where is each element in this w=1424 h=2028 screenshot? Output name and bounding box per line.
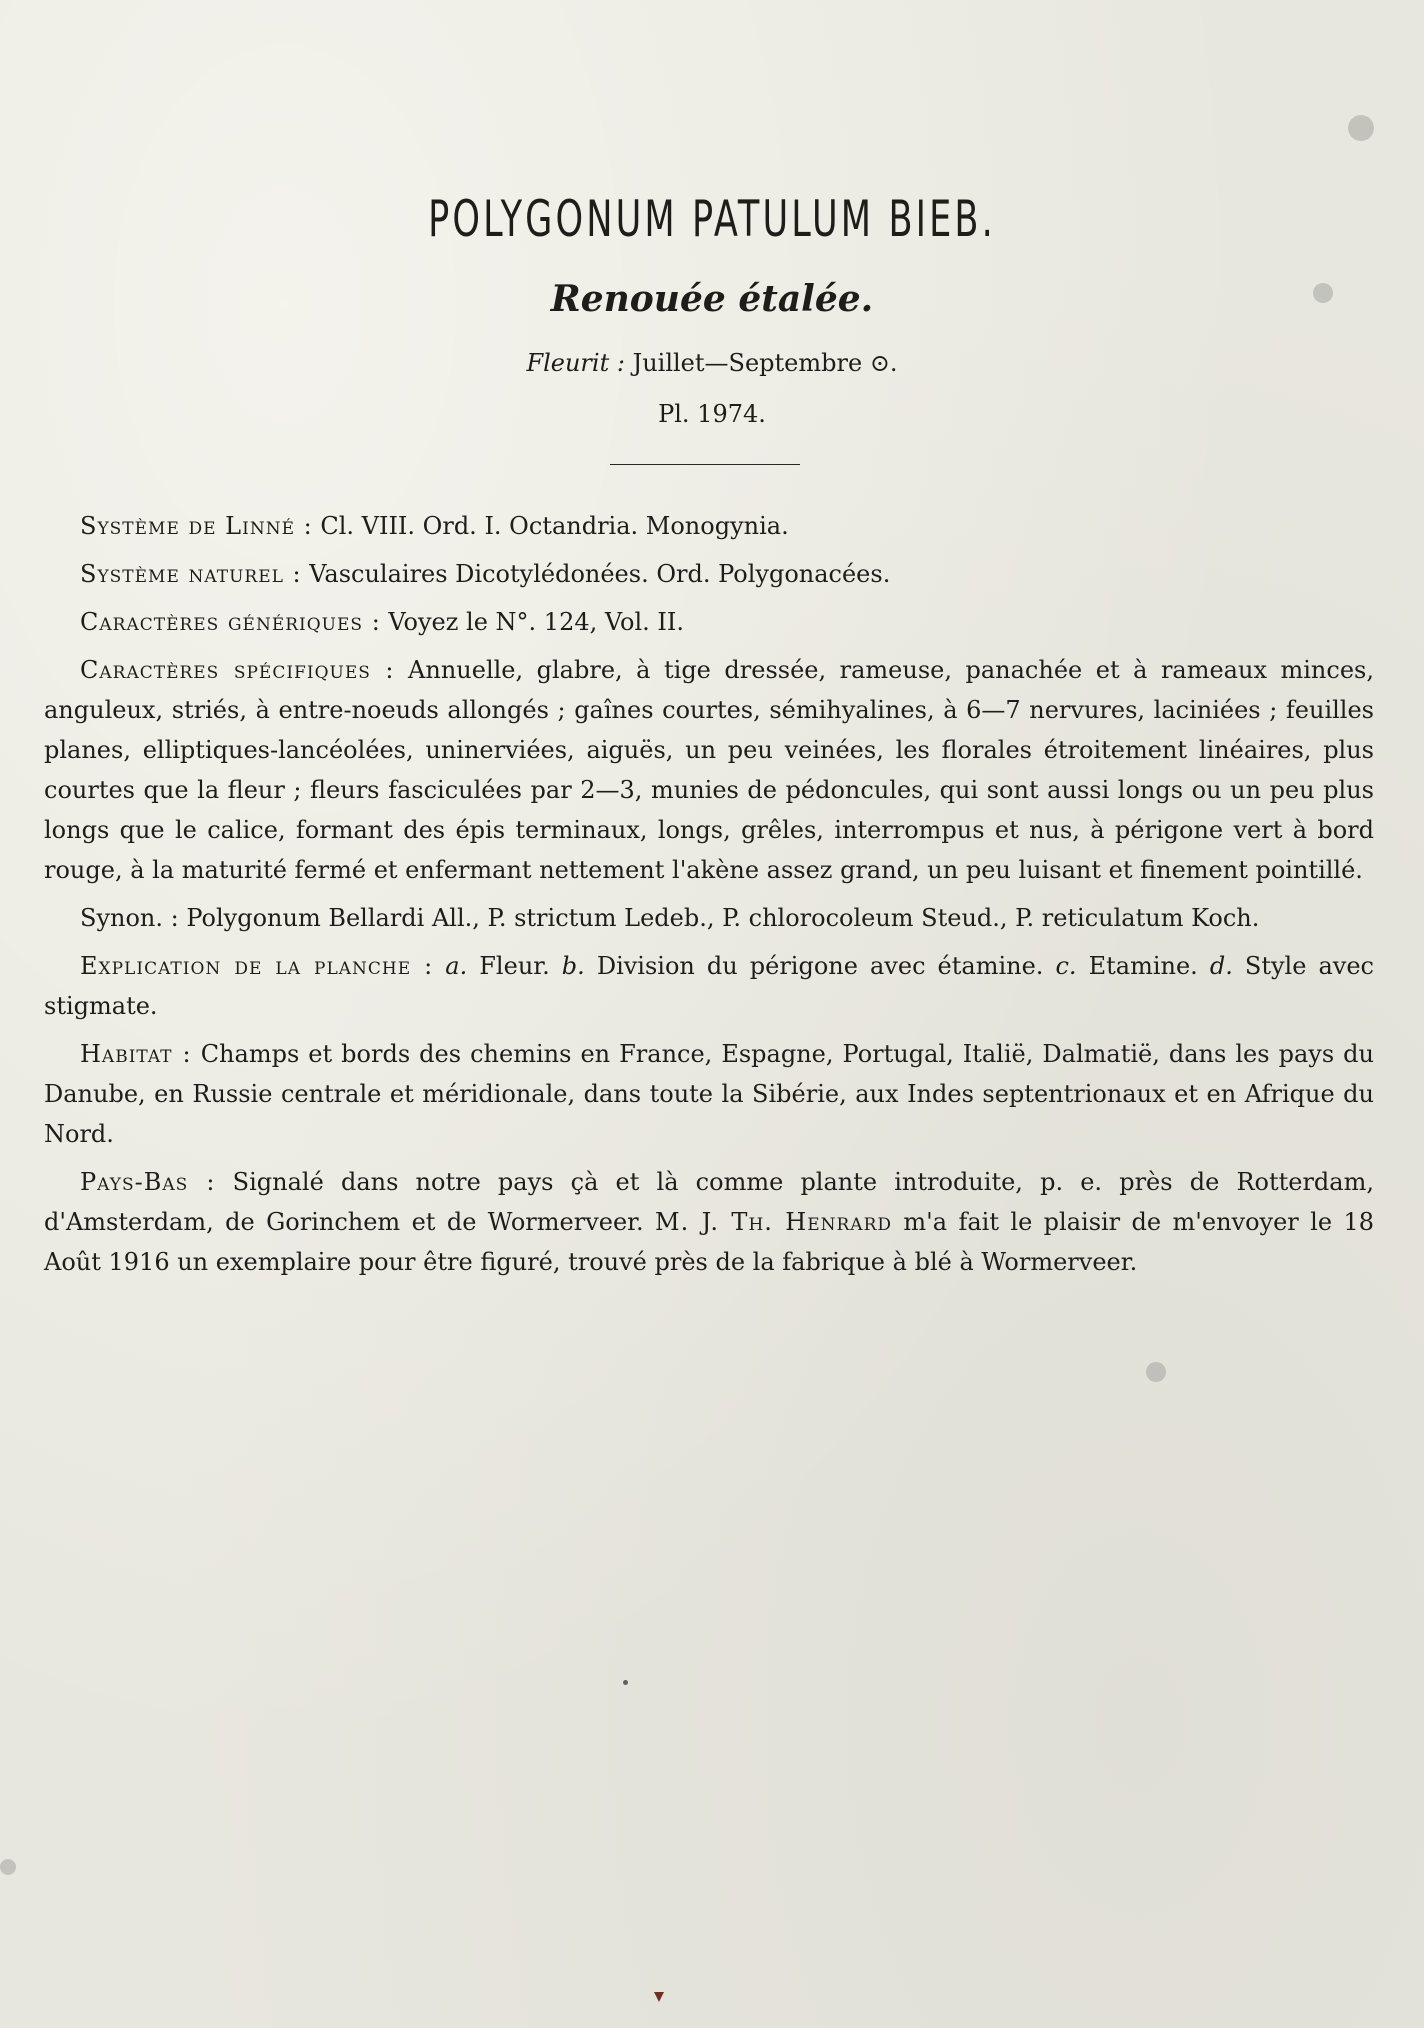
flowering-label: Fleurit : <box>526 349 625 377</box>
plate-number: Pl. 1974. <box>658 400 766 428</box>
figure-desc-c: Etamine. <box>1088 952 1198 980</box>
section-generiques <box>44 602 1374 642</box>
figure-desc-b: Division du périgone avec étamine. <box>596 952 1044 980</box>
paper-speck <box>0 1859 16 1875</box>
section-specifiques <box>44 650 1374 890</box>
section-label: Explication de la planche : <box>80 952 434 980</box>
paper-speck <box>1146 1362 1166 1382</box>
section-label: Système naturel : <box>80 560 302 588</box>
page-title: POLYGONUM PATULUM BIEB. <box>428 190 996 248</box>
figure-desc-a: Fleur. <box>479 952 550 980</box>
figure-desc-d: Style avec stigmate. <box>44 952 1374 1020</box>
section-text: Cl. VIII. Ord. I. Octandria. Monogynia. <box>320 512 789 540</box>
figure-key-d: d. <box>1209 952 1233 980</box>
section-linne <box>44 506 1374 546</box>
paper-speck <box>1348 115 1374 141</box>
section-label: Caractères génériques : <box>80 608 381 636</box>
section-text: Signalé dans notre pays çà et là comme plante introduite, p. e. près de Rotterdam, d'Amsterdam, de Gorinchem et de Wormerveer. <box>44 1168 1374 1236</box>
section-text: Polygonum Bellardi All., P. strictum Ledeb., P. chlorocoleum Steud., P. reticulatum Koch. <box>186 904 1260 932</box>
figure-key-b: b. <box>561 952 585 980</box>
flowering-period <box>0 349 1424 377</box>
section-label: Caractères spécifiques : <box>80 656 395 684</box>
figure-key-c: c. <box>1055 952 1077 980</box>
flowering-value: Juillet—Septembre ⊙. <box>632 349 898 377</box>
description-body <box>44 506 1374 1290</box>
section-label: Habitat : <box>80 1040 192 1068</box>
divider <box>610 464 800 465</box>
section-text: m'a fait le plaisir de m'envoyer le 18 Août 1916 un exemplaire pour être figuré, trouvé près de la fabrique à blé à Wormerveer. <box>44 1208 1374 1276</box>
section-synonyms <box>44 898 1374 938</box>
section-text: Annuelle, glabre, à tige dressée, rameuse, panachée et à rameaux minces, anguleux, striés, à entre-noeuds allongés ; gaînes courtes, sémihyalines, à 6—7 nervures, laciniées ; feuilles planes, elliptiques-lancéolées, uninerviées, aiguës, un peu veinées, les florales étroitement linéaires, plus courtes que la fleur ; fleurs fasciculées par 2—3, munies de pédoncules, qui sont aussi longs ou un peu plus longs que le calice, formant des épis terminaux, longs, grêles, interrompus et nus, à périgone vert à bord rouge, à la maturité fermé et enfermant nettement l'akène assez grand, un peu luisant et finement pointillé. <box>44 656 1374 884</box>
section-pays-bas <box>44 1162 1374 1282</box>
section-label: Synon. : <box>80 904 179 932</box>
section-text: Champs et bords des chemins en France, Espagne, Portugal, Italië, Dalmatië, dans les pays du Danube, en Russie centrale et méridionale, dans toute la Sibérie, aux Indes septentrionaux et en Afrique du Nord. <box>44 1040 1374 1148</box>
figure-key-a: a. <box>445 952 468 980</box>
section-habitat <box>44 1034 1374 1154</box>
paper-speck <box>623 1680 628 1685</box>
page-mark <box>654 1992 664 2002</box>
section-text: Vasculaires Dicotylédonées. Ord. Polygonacées. <box>309 560 891 588</box>
section-label: Pays-Bas : <box>80 1168 216 1196</box>
section-naturel <box>44 554 1374 594</box>
common-name: Renouée étalée. <box>550 278 874 320</box>
person-name: M. J. Th. Henrard <box>655 1208 893 1236</box>
section-explication <box>44 946 1374 1026</box>
section-text: Voyez le N°. 124, Vol. II. <box>388 608 684 636</box>
section-label: Système de Linné : <box>80 512 313 540</box>
